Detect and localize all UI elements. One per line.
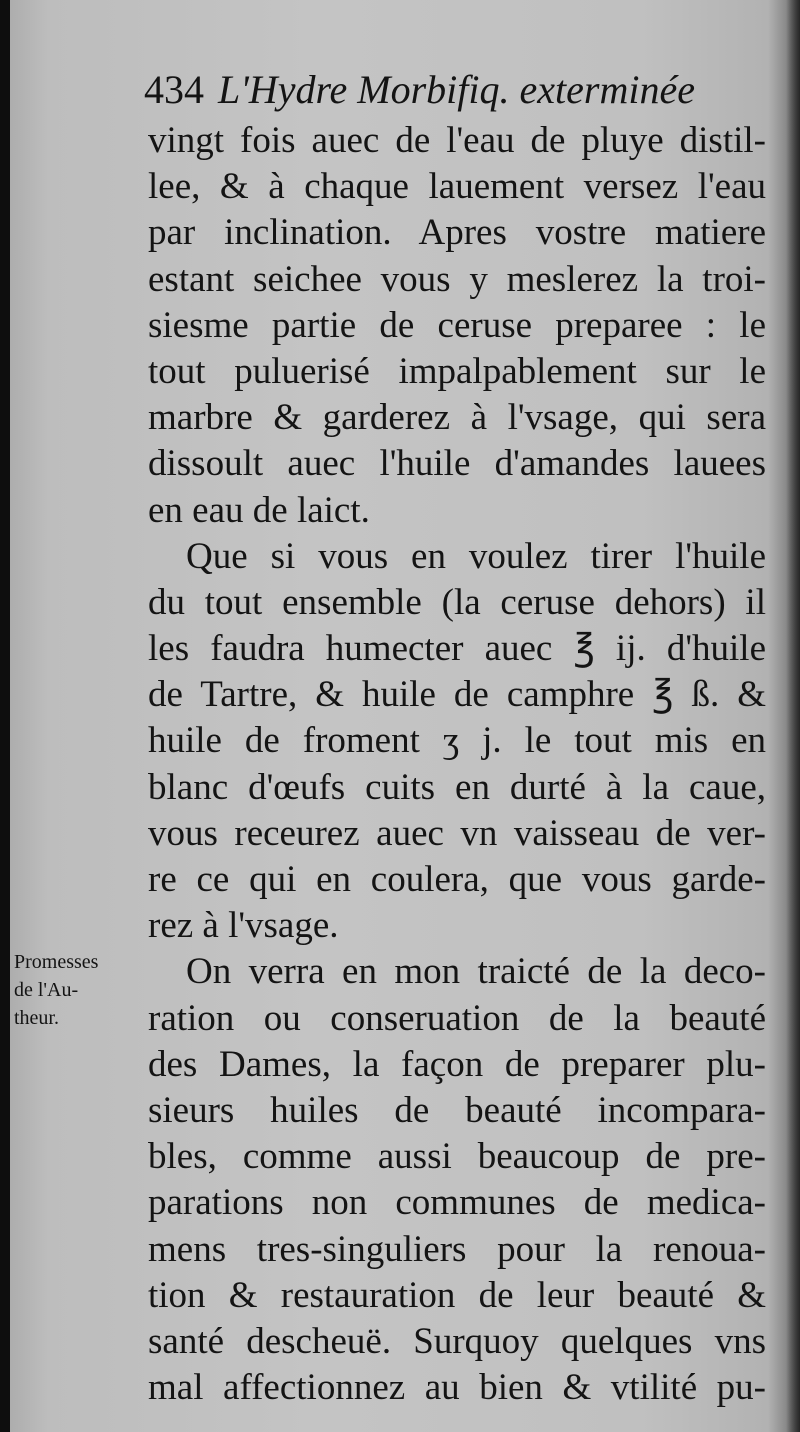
- margin-note: [14, 948, 154, 1032]
- running-title: L'Hydre Morbifiq. exterminée: [218, 67, 695, 112]
- text-line: mal affectionnez au bien & vtilité pu-: [148, 1367, 766, 1409]
- text-line: estant seichee vous y meslerez la troi-: [148, 258, 766, 300]
- left-page-edge: [0, 0, 10, 1432]
- body-text: [148, 118, 766, 1411]
- text-line: des Dames, la façon de preparer plu-: [148, 1043, 766, 1085]
- text-line: dissoult auec l'huile d'amandes lauees: [148, 443, 766, 485]
- text-line: sieurs huiles de beauté incompara-: [148, 1089, 766, 1131]
- text-line: marbre & garderez à l'vsage, qui sera: [148, 397, 766, 439]
- text-line: tion & restauration de leur beauté &: [148, 1274, 766, 1316]
- text-line: ration ou conseruation de la beauté: [148, 997, 766, 1039]
- text-line: vous receurez auec vn vaisseau de ver-: [148, 812, 766, 854]
- margin-note-line: Promesses: [14, 951, 99, 973]
- page-header: [144, 64, 764, 116]
- text-line: siesme partie de ceruse preparee : le: [148, 304, 766, 346]
- right-page-edge: [786, 0, 800, 1432]
- margin-note-line: de l'Au-: [14, 979, 79, 1001]
- page-number: 434: [144, 67, 204, 112]
- text-line: bles, comme aussi beaucoup de pre-: [148, 1136, 766, 1178]
- text-line: lee, & à chaque lauement versez l'eau: [148, 166, 766, 208]
- margin-note-line: theur.: [14, 1007, 59, 1029]
- text-line: parations non communes de medica-: [148, 1182, 766, 1224]
- text-line: du tout ensemble (la ceruse dehors) il: [148, 581, 766, 623]
- paragraph-start-line: Que si vous en voulez tirer l'huile: [186, 535, 766, 577]
- text-line: vingt fois auec de l'eau de pluye distil-: [148, 120, 766, 161]
- text-line: tout puluerisé impalpablement sur le: [148, 350, 766, 392]
- paragraph-start-line: On verra en mon traicté de la deco-: [186, 951, 766, 993]
- text-line: rez à l'vsage.: [148, 905, 339, 947]
- text-line: santé descheuë. Surquoy quelques vns: [148, 1320, 766, 1362]
- text-line: mens tres-singuliers pour la renoua-: [148, 1228, 766, 1270]
- text-line: de Tartre, & huile de camphre ℥ ß. &: [148, 674, 766, 716]
- text-line: re ce qui en coulera, que vous garde-: [148, 859, 766, 900]
- text-line: blanc d'œufs cuits en durté à la caue,: [148, 766, 766, 808]
- text-line: huile de froment ʒ j. le tout mis en: [148, 720, 766, 762]
- text-line: les faudra humecter auec ℥ ij. d'huile: [148, 628, 766, 670]
- text-line: en eau de laict.: [148, 489, 370, 531]
- text-line: par inclination. Apres vostre matiere: [148, 212, 766, 254]
